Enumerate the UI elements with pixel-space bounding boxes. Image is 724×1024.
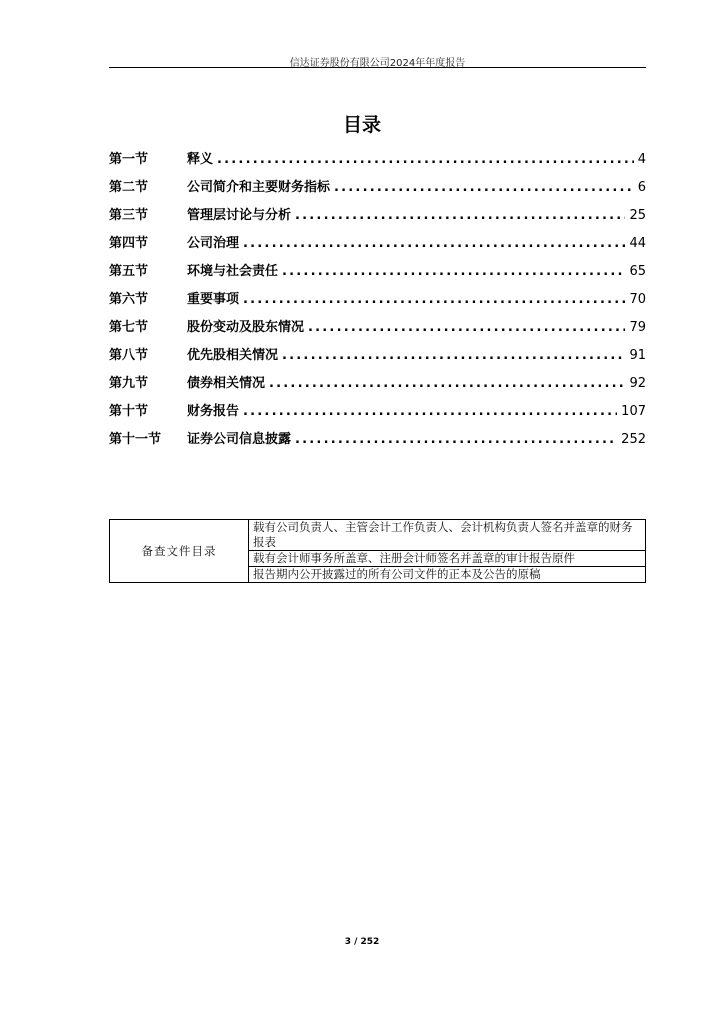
reference-document-item: 报告期内公开披露过的所有公司文件的正本及公告的原稿 <box>249 567 646 583</box>
toc-entry[interactable] <box>109 400 646 428</box>
toc-page-number: 70 <box>629 292 646 307</box>
toc-entry[interactable] <box>109 344 646 372</box>
toc-leader-dots <box>308 320 625 335</box>
toc-section-title: 公司治理 <box>187 236 240 251</box>
toc-page-number: 91 <box>629 348 646 363</box>
toc-section-title: 股份变动及股东情况 <box>187 320 305 335</box>
toc-section-title: 重要事项 <box>187 292 240 307</box>
toc-page-number: 92 <box>629 376 646 391</box>
toc-entry[interactable] <box>109 176 646 204</box>
toc-section-number: 第十节 <box>109 404 149 419</box>
toc-section-number: 第九节 <box>109 376 149 391</box>
toc-section-title: 管理层讨论与分析 <box>187 208 292 223</box>
toc-entry[interactable] <box>109 428 646 456</box>
toc-section-title: 公司简介和主要财务指标 <box>187 180 331 195</box>
toc-leader-dots <box>243 292 625 307</box>
header-divider <box>109 67 646 68</box>
toc-section-number: 第七节 <box>109 320 149 335</box>
toc-section-title: 债券相关情况 <box>187 376 266 391</box>
reference-documents-table <box>109 519 646 583</box>
toc-entry[interactable] <box>109 260 646 288</box>
toc-page-number: 6 <box>637 180 646 195</box>
toc-leader-dots <box>243 404 617 419</box>
toc-leader-dots <box>243 236 625 251</box>
toc-entry[interactable] <box>109 148 646 176</box>
toc-entry[interactable] <box>109 288 646 316</box>
toc-section-title: 释义 <box>187 152 214 167</box>
toc-entry[interactable] <box>109 316 646 344</box>
page-header: 信达证券股份有限公司2024年年度报告 <box>289 58 466 69</box>
toc-page-number: 44 <box>629 236 646 251</box>
toc-page-number: 252 <box>621 432 646 447</box>
reference-documents-label: 备查文件目录 <box>110 520 249 583</box>
toc-section-number: 第四节 <box>109 236 149 251</box>
toc-leader-dots <box>295 208 625 223</box>
toc-section-title: 财务报告 <box>187 404 240 419</box>
toc-page-number: 107 <box>621 404 646 419</box>
toc-page-number: 25 <box>629 208 646 223</box>
page-number-footer: 3 / 252 <box>344 937 380 947</box>
toc-entry[interactable] <box>109 232 646 260</box>
toc-section-number: 第十一节 <box>109 432 162 447</box>
toc-section-number: 第一节 <box>109 152 149 167</box>
toc-section-number: 第五节 <box>109 264 149 279</box>
toc-entry[interactable] <box>109 372 646 400</box>
toc-leader-dots <box>217 152 634 167</box>
toc-section-title: 优先股相关情况 <box>187 348 279 363</box>
toc-entry[interactable] <box>109 204 646 232</box>
toc-section-title: 环境与社会责任 <box>187 264 279 279</box>
table-of-contents <box>109 148 646 456</box>
toc-leader-dots <box>269 376 625 391</box>
toc-page-number: 4 <box>637 152 646 167</box>
reference-document-item: 载有会计师事务所盖章、注册会计师签名并盖章的审计报告原件 <box>249 551 646 567</box>
toc-section-title: 证券公司信息披露 <box>187 432 292 447</box>
toc-page-number: 65 <box>629 264 646 279</box>
page-title: 目录 <box>342 114 381 136</box>
toc-section-number: 第三节 <box>109 208 149 223</box>
toc-leader-dots <box>295 432 617 447</box>
toc-section-number: 第六节 <box>109 292 149 307</box>
toc-section-number: 第八节 <box>109 348 149 363</box>
toc-section-number: 第二节 <box>109 180 149 195</box>
toc-leader-dots <box>282 264 625 279</box>
toc-page-number: 79 <box>629 320 646 335</box>
reference-document-item: 载有公司负责人、主管会计工作负责人、会计机构负责人签名并盖章的财务报表 <box>249 520 646 551</box>
toc-leader-dots <box>282 348 625 363</box>
toc-leader-dots <box>334 180 634 195</box>
